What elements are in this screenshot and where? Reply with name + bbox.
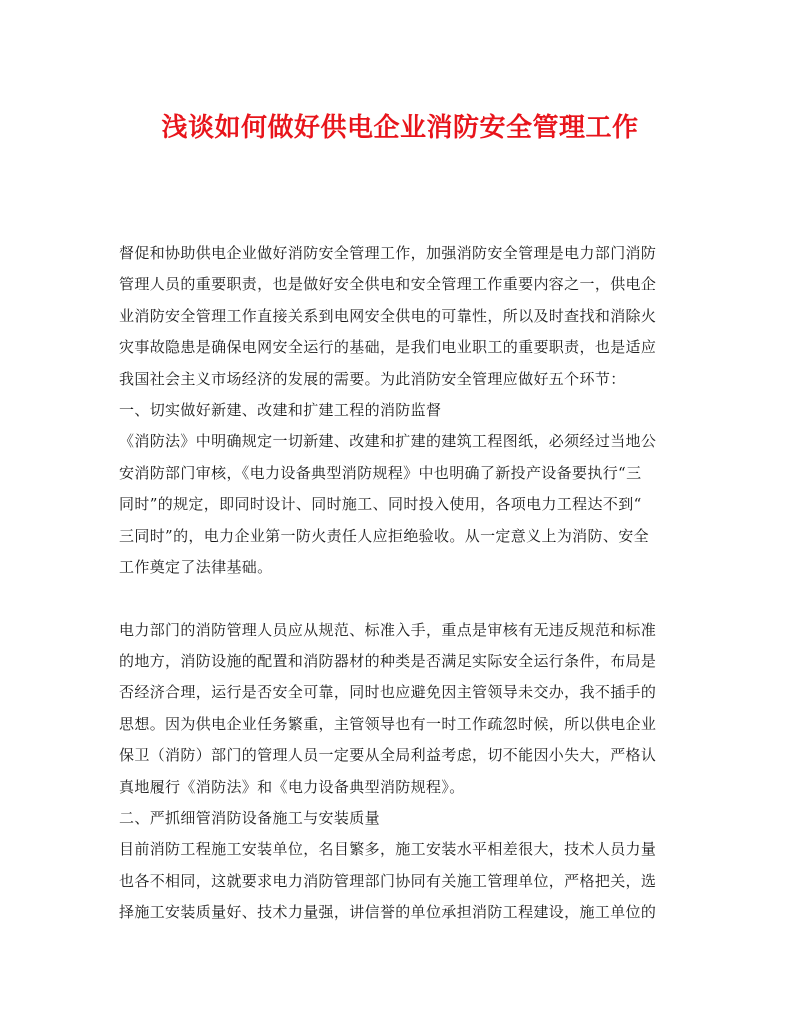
text-line: 督促和协助供电企业做好消防安全管理工作，加强消防安全管理是电力部门消防 bbox=[119, 244, 657, 262]
text-line: 二、严抓细管消防设备施工与安装质量 bbox=[119, 809, 380, 828]
document-title: 浅谈如何做好供电企业消防安全管理工作 bbox=[161, 113, 639, 143]
text-line: 电力部门的消防管理人员应从规范、标准入手，重点是审核有无违反规范和标准 bbox=[119, 620, 657, 639]
text-line: 保卫（消防）部门的管理人员一定要从全局利益考虑，切不能因小失大，严格认 bbox=[119, 746, 657, 765]
text-line: 目前消防工程施工安装单位，名目繁多，施工安装水平相差很大，技术人员力量 bbox=[119, 840, 657, 859]
text-line: 安消防部门审核，《电力设备典型消防规程》中也明确了新投产设备要执行“三 bbox=[119, 463, 642, 482]
text-line: 思想。因为供电企业任务繁重，主管领导也有一时工作疏忽时候，所以供电企业 bbox=[119, 714, 657, 733]
text-line: 工作奠定了法律基础。 bbox=[119, 557, 273, 576]
text-line: 《消防法》中明确规定一切新建、改建和扩建的建筑工程图纸，必须经过当地公 bbox=[119, 432, 657, 451]
text-line: 我国社会主义市场经济的发展的需要。为此消防安全管理应做好五个环节： bbox=[119, 369, 626, 388]
document-body bbox=[119, 238, 679, 929]
text-line: 的地方，消防设施的配置和消防器材的种类是否满足实际安全运行条件，布局是 bbox=[119, 652, 657, 671]
text-line: 一、切实做好新建、改建和扩建工程的消防监督 bbox=[119, 400, 442, 419]
text-line: 真地履行《消防法》和《电力设备典型消防规程》。 bbox=[119, 777, 465, 796]
text-line: 也各不相同，这就要求电力消防管理部门协同有关施工管理单位，严格把关，选 bbox=[119, 871, 657, 890]
blank-line bbox=[119, 583, 679, 614]
text-line: 否经济合理，运行是否安全可靠，同时也应避免因主管领导未交办，我不插手的 bbox=[119, 683, 657, 702]
text-line: 管理人员的重要职责，也是做好安全供电和安全管理工作重要内容之一，供电企 bbox=[119, 275, 657, 294]
text-line: 同时”的规定，即同时设计、同时施工、同时投入使用，各项电力工程达不到“ bbox=[119, 495, 642, 514]
text-line: 择施工安装质量好、技术力量强，讲信誉的单位承担消防工程建设，施工单位的 bbox=[119, 903, 657, 922]
text-line: 灾事故隐患是确保电网安全运行的基础，是我们电业职工的重要职责，也是适应 bbox=[119, 338, 657, 357]
text-line: 业消防安全管理工作直接关系到电网安全供电的可靠性，所以及时查找和消除火 bbox=[119, 306, 657, 325]
text-line: 三同时”的，电力企业第一防火责任人应拒绝验收。从一定意义上为消防、安全 bbox=[119, 526, 649, 545]
